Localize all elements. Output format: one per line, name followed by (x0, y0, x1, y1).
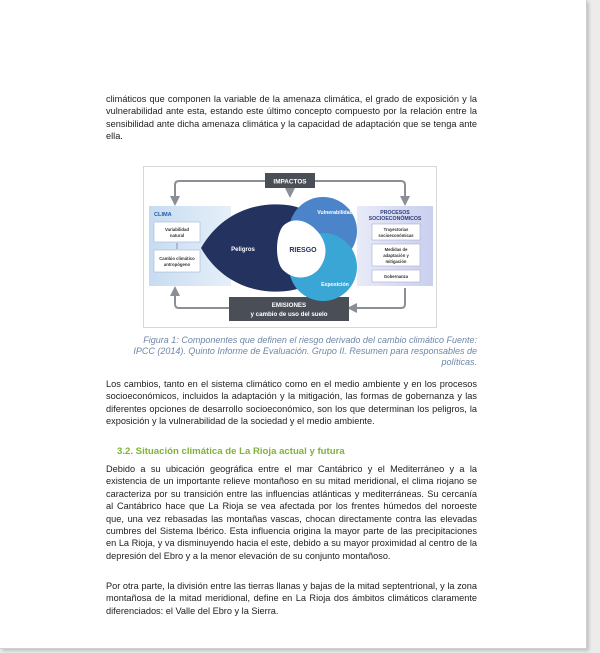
paragraph-cambios: Los cambios, tanto en el sistema climático como en el medio ambiente y en los procesos socioeconómicos, incluidos la adaptación y la mitigación, las formas de gobernanza y las diferentes opciones de desarrollo socioeconómico, son los que determinan los peligros, la exposición y la vulnerabilidad de la sociedad y el medio ambiente. (106, 379, 477, 427)
emisiones-sublabel: y cambio de uso del suelo (250, 311, 328, 318)
vulnerabilidad-label: Vulnerabilidad (317, 210, 353, 216)
paragraph-intro: climáticos que componen la variable de la amenaza climática, el grado de exposición y la vulnerabilidad ante esta, estando este último concepto compuesto por la relación entre la sensibilidad ante dicha amenaza climática y la capacidad de adaptación que se tenga ante ella. (106, 94, 477, 142)
svg-text:Medidas de: Medidas de (384, 247, 408, 252)
svg-text:SOCIOECONÓMICOS: SOCIOECONÓMICOS (368, 216, 422, 222)
svg-text:Variabilidad: Variabilidad (164, 227, 190, 232)
peligros-label: Peligros (231, 247, 255, 253)
procesos-label: PROCESOS (380, 210, 410, 216)
impactos-label: IMPACTOS (273, 178, 307, 186)
cambio-antropogeno-box (154, 250, 200, 272)
svg-text:mitigación: mitigación (385, 259, 407, 264)
paragraph-ubicacion: Debido a su ubicación geográfica entre el mar Cantábrico y el Mediterráneo y a la existencia de un importante relieve montañoso en su mitad meridional, el clima riojano se caracteriza por su transición entre las influencias atlánticas y mediterráneas. Su cercanía al Cantábrico hace que La Rioja se vea afectada por los frentes húmedos del noroeste que, una vez rebasadas las montañas vascas, chocan directamente contra las elevadas cumbres del Sistema Ibérico. Esta influencia origina la mayor parte de las precipitaciones en La Rioja, y va disminuyendo hacia el este, debido a su mayor proximidad al centro de la depresión del Ebro y a la menor elevación de su conjunto montañoso. (106, 464, 477, 561)
figure-caption: Figura 1: Componentes que definen el riesgo derivado del cambio climático Fuente: IPCC (2014). Quinto Informe de Evaluación. Grupo II. Resumen para responsables de políticas. (133, 335, 477, 368)
riesgo-label: RIESGO (289, 247, 317, 254)
risk-components-figure (143, 166, 437, 328)
svg-text:natural: natural (169, 233, 185, 238)
svg-text:adaptación y: adaptación y (383, 253, 409, 258)
svg-text:socioeconómicas: socioeconómicas (378, 233, 414, 238)
emisiones-label: EMISIONES (271, 302, 307, 309)
svg-text:Gobernanza: Gobernanza (383, 274, 409, 279)
clima-label: CLIMA (154, 212, 172, 218)
svg-text:Trayectorias: Trayectorias (383, 227, 409, 232)
section-heading: 3.2. Situación climática de La Rioja actual y futura (117, 446, 345, 457)
svg-text:antropógeno: antropógeno (163, 262, 191, 267)
paragraph-division: Por otra parte, la división entre las tierras llanas y bajas de la mitad septentrional, y la zona montañosa de la mitad meridional, define en La Rioja dos ámbitos climáticos claramente diferenciados: el Valle del Ebro y la Sierra. (106, 581, 477, 616)
svg-text:Cambio climático: Cambio climático (159, 256, 195, 261)
exposicion-label: Exposición (321, 282, 349, 288)
variabilidad-natural-box (154, 222, 200, 242)
